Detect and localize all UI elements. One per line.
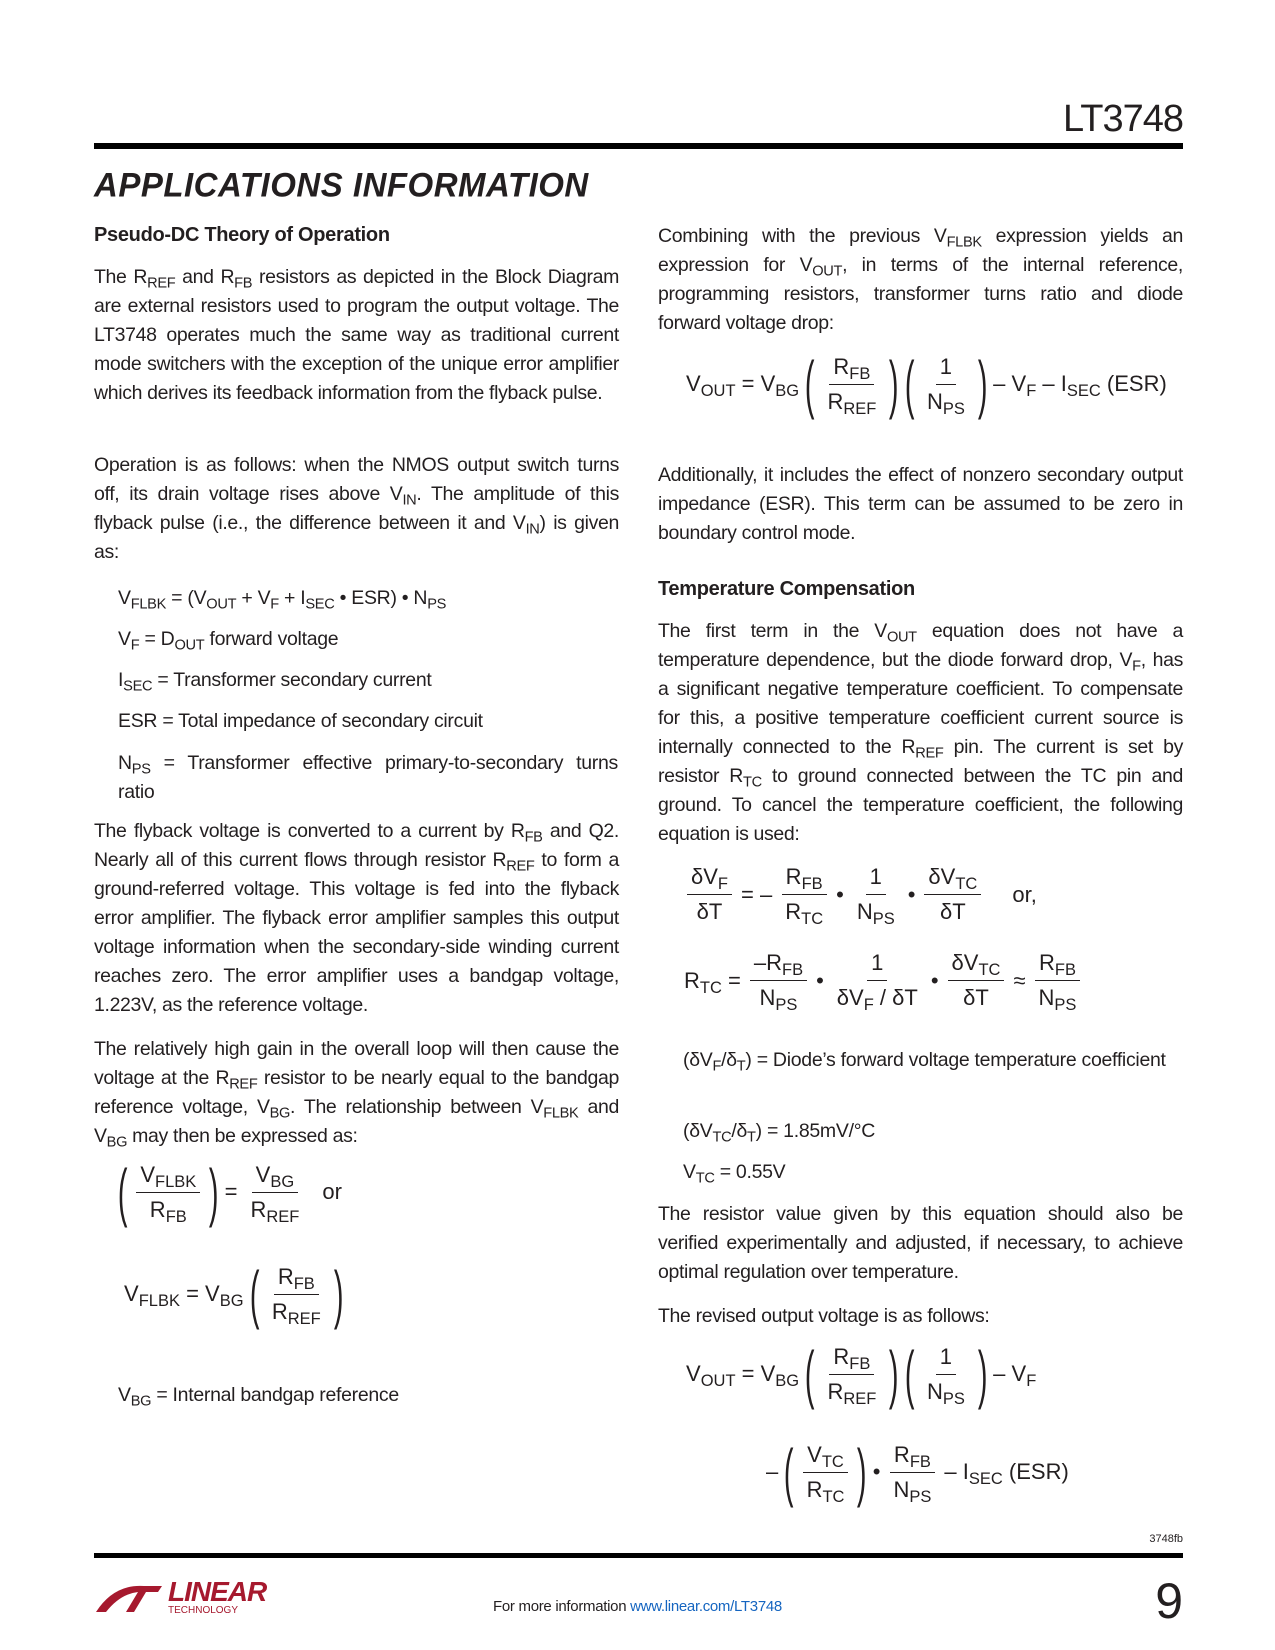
or-label: or, bbox=[1012, 881, 1037, 907]
equation-revised-vout-cont: – ( $\frac{V_{TC}}{R_{TC}}$ ) • $\frac{R_{FB}}{N_{PS}}$ – $I_{SEC}$ (ESR) bbox=[766, 1436, 1069, 1508]
more-info-label: For more information bbox=[493, 1598, 631, 1615]
or-label: or bbox=[322, 1179, 342, 1204]
page-number: 9 bbox=[1155, 1573, 1183, 1629]
definition: ESR = Total impedance of secondary circuit bbox=[118, 710, 483, 732]
paragraph: The flyback voltage is converted to a current by $R_{FB}$ and Q2. Nearly all of this current flows through resistor $R_{REF}$ to form a ground-referred voltage. This voltage is fed into the flyback error amplifier. The flyback error amplifier samples this output voltage information when the secondary-side winding current reaches zero. The error amplifier uses a bandgap voltage, 1.223V, as the reference voltage. bbox=[94, 820, 619, 1016]
equation-revised-vout: $V_{OUT} = V_{BG}$ ( $\frac{R_{FB}}{R_{REF}}$ ) ( $\frac{1}{N_{PS}}$ ) – $V_F$ bbox=[686, 1338, 1037, 1410]
paragraph: The resistor value given by this equation should also be verified experimentally and adjusted, if necessary, to achieve optimal regulation over temperature. bbox=[658, 1203, 1183, 1283]
definition: $V_{TC} = 0.55V$ bbox=[683, 1161, 786, 1187]
equation-vflbk-ratio: ( $\frac{V_{FLBK}}{R_{FB}}$ ) = $\frac{V_{BG}}{R_{REF}}$ or bbox=[117, 1156, 342, 1228]
equation-temp-coefficient: $\frac{\delta V_F}{\delta T}$ = – $\frac{R_{FB}}{R_{TC}}$ • $\frac{1}{N_{PS}}$ • $\frac{\delta V_{TC}}{\delta T}$ or, bbox=[684, 864, 1037, 925]
footer-rule bbox=[94, 1553, 1183, 1558]
paragraph: The first term in the $V_{OUT}$ equation does not have a temperature dependence, but the diode forward drop, $V_F$, has a significant negative temperature coefficient. To compensate for this, a positive temperature coefficient current source is internally connected to the $R_{REF}$ pin. The current is set by resistor $R_{TC}$ to ground connected between the TC pin and ground. To cancel the temperature coefficient, the following equation is used: bbox=[658, 620, 1184, 845]
definition: $(\delta V_F/\delta_T)$ = Diode’s forward voltage temperature coefficient bbox=[683, 1049, 1166, 1075]
definition: $V_F = D_{OUT}$ forward voltage bbox=[118, 628, 339, 654]
equation-vout: $V_{OUT} = V_{BG}$ ( $\frac{R_{FB}}{R_{REF}}$ ) ( $\frac{1}{N_{PS}}$ ) – $V_F - I_{SEC}$ (ESR) bbox=[686, 348, 1167, 420]
paragraph: Additionally, it includes the effect of nonzero secondary output impedance (ESR). This term can be assumed to be zero in boundary control mode. bbox=[658, 464, 1183, 544]
definition: $V_{BG}$ = Internal bandgap reference bbox=[118, 1384, 399, 1410]
heading-temperature-compensation: Temperature Compensation bbox=[658, 578, 915, 600]
footer-info bbox=[0, 1598, 1275, 1615]
paragraph: Combining with the previous $V_{FLBK}$ expression yields an expression for $V_{OUT}$, in terms of the internal reference, programming resistors, transformer turns ratio and diode forward voltage drop: bbox=[658, 225, 1184, 334]
section-title: APPLICATIONS INFORMATION bbox=[94, 165, 589, 204]
part-number: LT3748 bbox=[1062, 98, 1183, 140]
logo-subtext: TECHNOLOGY bbox=[168, 1605, 239, 1616]
equation-vflbk: $V_{FLBK} = V_{BG}$ ( $\frac{R_{FB}}{R_{REF}}$ ) bbox=[124, 1258, 344, 1330]
definition: $I_{SEC}$ = Transformer secondary current bbox=[118, 669, 432, 695]
equation-rtc: $R_{TC}$ = $\frac{-R_{FB}}{N_{PS}}$ • $\frac{1}{\delta V_F / \delta T}$ • $\frac{\delta V_{TC}}{\delta T}$ ≈ $\frac{R_{FB}}{N_{PS}}$ bbox=[684, 950, 1083, 1011]
paragraph: The revised output voltage is as follows: bbox=[658, 1305, 990, 1327]
definition: $(\delta V_{TC}/\delta_T) = 1.85mV/^\circ C$ bbox=[683, 1120, 875, 1146]
logo-text: LINEAR bbox=[168, 1576, 267, 1607]
paragraph: The $R_{REF}$ and $R_{FB}$ resistors as depicted in the Block Diagram are external resistors used to program the output voltage. The LT3748 operates much the same way as traditional current mode switchers with the exception of the unique error amplifier which derives its feedback information from the flyback pulse. bbox=[94, 266, 619, 404]
header-rule bbox=[94, 143, 1183, 149]
website-link[interactable]: www.linear.com/LT3748 bbox=[630, 1598, 782, 1615]
paragraph: Operation is as follows: when the NMOS output switch turns off, its drain voltage rises above $V_{IN}$. The amplitude of this flyback pulse (i.e., the difference between it and $V_{IN}$) is given as: bbox=[94, 454, 620, 563]
definition: $V_{FLBK} = (V_{OUT} + V_F + I_{SEC}$ • ESR) • $N_{PS}$ bbox=[118, 587, 447, 613]
definition: $N_{PS}$ = Transformer effective primary-to-secondary turns ratio bbox=[118, 752, 618, 803]
paragraph: The relatively high gain in the overall loop will then cause the voltage at the $R_{REF}$ resistor to be nearly equal to the bandgap reference voltage, $V_{BG}$. The relationship between $V_{FLBK}$ and $V_{BG}$ may then be expressed as: bbox=[94, 1038, 619, 1151]
heading-pseudo-dc: Pseudo-DC Theory of Operation bbox=[94, 224, 390, 246]
document-code: 3748fb bbox=[1149, 1533, 1183, 1545]
